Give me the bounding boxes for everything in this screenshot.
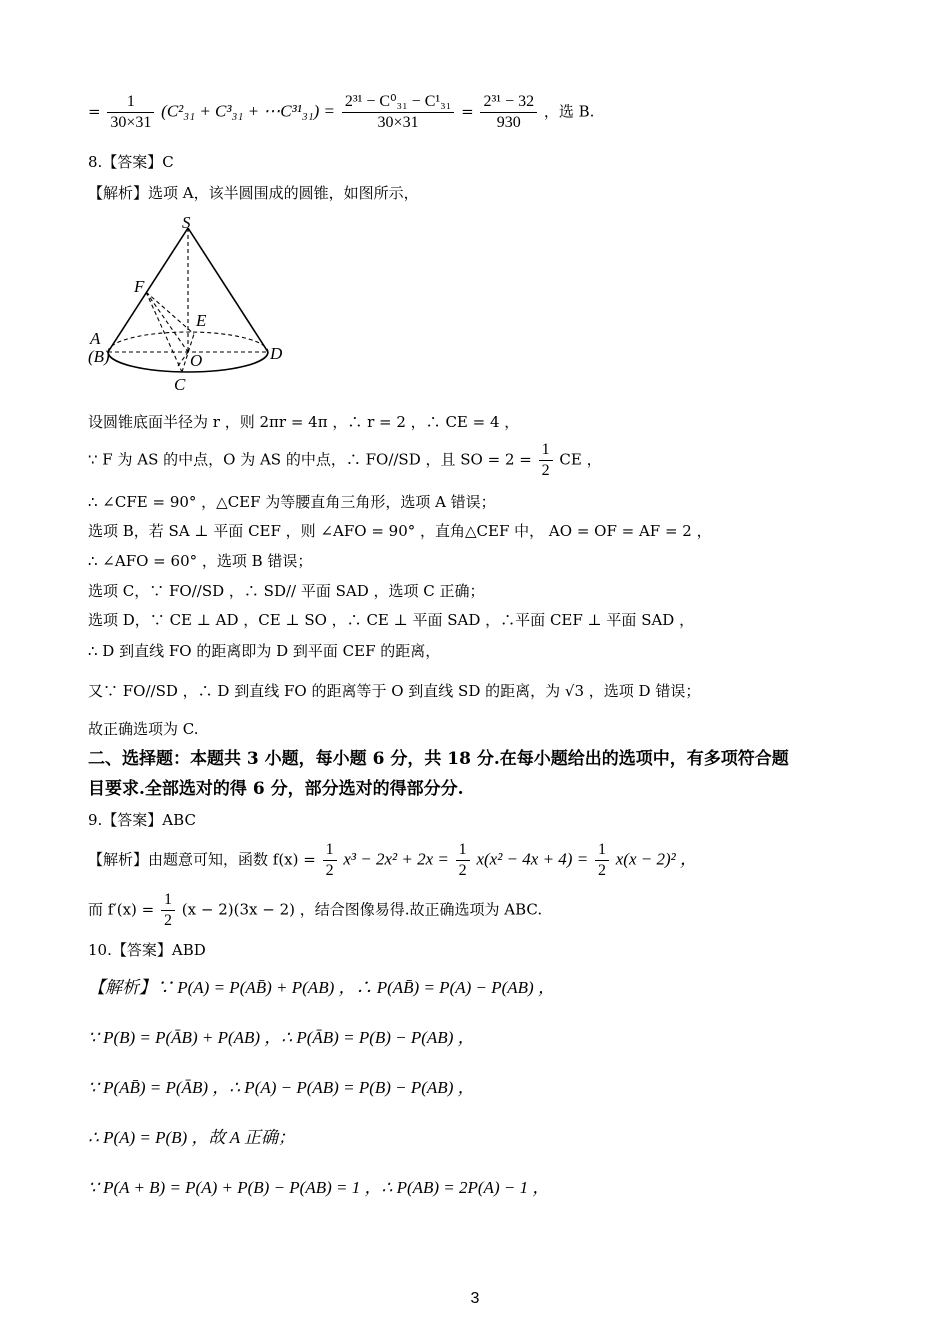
fraction-half-d: $\frac{1}{2}$ (161, 890, 175, 931)
label-c: C (174, 375, 186, 394)
step-2: ∵ F 为 AS 的中点，O 为 AS 的中点，∴ FO//SD ，且 SO = 2 = $\frac{1}{2}$ CE ， (88, 441, 602, 479)
label-e: E (196, 311, 207, 330)
q9-analysis-line-2: 而 f′(x) = $\frac{1}{2}$ (x − 2)(3x − 2) ，结合图像易得.故正确选项为 ABC. (88, 891, 543, 929)
choice-b-text: ，选 B. (543, 102, 595, 121)
step-1: 设圆锥底面半径为 r ，则 2πr = 4π ，∴ r = 2 ，∴ CE = 4 ， (88, 413, 520, 431)
fraction-3: $\frac{\text{2³¹ − 32}}{930}$ (480, 92, 537, 133)
label-b: (B) (88, 347, 110, 366)
combination-sum: (C²₃₁ + C³₃₁ + ⋯C³¹₃₁) = (161, 101, 336, 121)
step-6: 选项 C，∵ FO//SD ，∴ SD// 平面 SAD ，选项 C 正确； (88, 582, 485, 600)
label-d: D (270, 344, 283, 363)
q10-line-2: ∵ P(B) = P(ĀB) + P(AB) ，∴ P(ĀB) = P(B) − P(AB) ， (88, 1028, 475, 1047)
equals-sign-2: = (461, 102, 474, 121)
step-9: 又∵ FO//SD ，∴ D 到直线 FO 的距离等于 O 到直线 SD 的距离，为 √3 ，选项 D 错误； (88, 682, 701, 700)
label-a: A (90, 329, 101, 348)
q10-line-3: ∵ P(AB̄) = P(ĀB) ，∴ P(A) − P(AB) = P(B) − P(AB) ， (88, 1078, 475, 1097)
label-f: F (134, 277, 145, 296)
fraction-1: $\frac{1}{30\times 31}$ (107, 92, 154, 133)
label-o: O (190, 351, 203, 370)
section-2-heading-line-1: 二、选择题：本题共 3 小题，每小题 6 分，共 18 分.在每小题给出的选项中，有多项符合题 (88, 749, 789, 769)
q10-line-4: ∴ P(A) = P(B) ，故 A 正确； (88, 1128, 296, 1147)
page-number: 3 (470, 1290, 480, 1307)
q10-line-5: ∵ P(A + B) = P(A) + P(B) − P(AB) = 1 ，∴ P(AB) = 2P(A) − 1 ， (88, 1178, 550, 1197)
fraction-2: $\frac{\text{2³¹ − C⁰₃₁ − C¹₃₁}}{30\times 31}$ (342, 92, 455, 133)
q9-analysis-line-1: 【解析】由题意可知，函数 f(x) = $\frac{1}{2}$ x³ − 2x² + 2x = $\frac{1}{2}$ x(x² − 4x + 4) = $\frac{1}{2}$ x(x − 2)² ， (88, 841, 697, 879)
q9-answer: 9.【答案】ABC (88, 811, 196, 829)
fraction-half-a: $\frac{1}{2}$ (323, 840, 337, 881)
section-2-heading-line-2: 目要求.全部选对的得 6 分，部分选对的得部分分. (88, 779, 464, 799)
fraction-half: $\frac{1}{2}$ (539, 440, 553, 481)
label-s: S (182, 214, 191, 232)
step-10: 故正确选项为 C. (88, 720, 199, 738)
equals-sign: = (88, 102, 101, 121)
fraction-half-c: $\frac{1}{2}$ (595, 840, 609, 881)
step-7: 选项 D，∵ CE ⊥ AD ，CE ⊥ SO ，∴ CE ⊥ 平面 SAD ，∴平面 CEF ⊥ 平面 SAD ， (88, 611, 695, 629)
q10-answer: 10.【答案】ABD (88, 941, 206, 959)
q10-line-1: 【解析】∵ P(A) = P(AB̄) + P(AB) ，∴ P(AB̄) = P(A) − P(AB) ， (88, 978, 555, 997)
step-5: ∴ ∠AFO = 60° ，选项 B 错误； (88, 552, 313, 570)
formula-line-1 (88, 92, 594, 133)
step-8: ∴ D 到直线 FO 的距离即为 D 到平面 CEF 的距离， (88, 642, 441, 660)
fraction-half-b: $\frac{1}{2}$ (456, 840, 470, 881)
q8-analysis: 【解析】选项 A，该半圆围成的圆锥，如图所示， (88, 184, 419, 202)
step-4: 选项 B，若 SA ⊥ 平面 CEF ，则 ∠AFO = 90° ，直角△CEF 中， AO = OF = AF = 2 ， (88, 522, 712, 540)
cone-figure (86, 214, 286, 394)
q8-answer: 8.【答案】C (88, 153, 174, 171)
step-3: ∴ ∠CFE = 90° ，△CEF 为等腰直角三角形，选项 A 错误； (88, 493, 496, 511)
